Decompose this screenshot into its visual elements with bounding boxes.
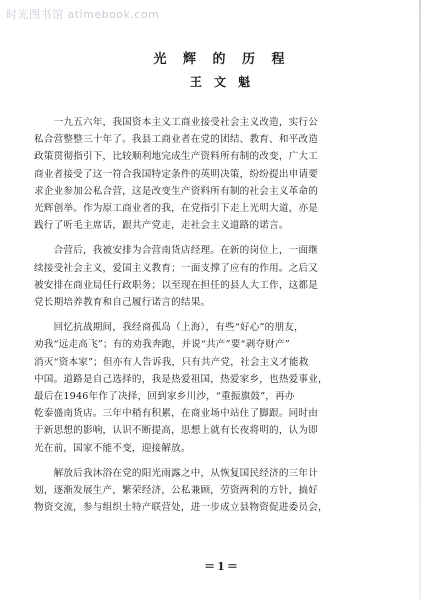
text-line: 物资交流，参与组织土特产联营处，进一步成立县物资促进委员会，: [34, 502, 328, 514]
text-line: 党长期培养教育和自己履行诺言的结果。: [34, 297, 211, 309]
text-line: 求企业参加公私合营，这是改变生产资料所有制的社会主义革命的: [34, 185, 319, 197]
document-page: [34, 30, 410, 586]
document-body: [34, 114, 410, 516]
text-line: 消灭“资本家”；但亦有人告诉我，只有共产党，社会主义才能救: [34, 356, 309, 368]
scan-edge: [419, 0, 421, 600]
page-number: ＝1＝: [204, 560, 240, 573]
watermark: 时光图书馆 atimebook.com: [6, 8, 160, 21]
text-line: 合营后，我被安排为合营南货店经理。在新的岗位上，一面继: [34, 245, 319, 257]
text-line: 劝我“远走高飞”；有的劝我奔跑，并说“共产”要“剥夺财产”: [34, 339, 290, 351]
text-line: 光在前，国家不能不变，迎接解放。: [34, 442, 191, 454]
text-line: 一九五六年，我国资本主义工商业接受社会主义改造，实行公: [34, 117, 319, 128]
text-line: 商业者接受了这一符合我国特定条件的英明决策，纷纷提出申请要: [34, 168, 319, 180]
paragraph-2: [34, 242, 410, 311]
text-line: 私合营整整三十年了。我县工商业者在党的团结、教育、和平改造: [34, 134, 319, 146]
text-line: 解放后我沐浴在党的阳光雨露之中，从恢复国民经济的三年计: [34, 467, 319, 479]
text-line: 践行了听毛主席话，跟共产党走，走社会主义道路的诺言。: [34, 220, 289, 232]
text-line: 划，逐渐发展生产，繁荣经济，公私兼顾，劳资两利的方针，搞好: [34, 485, 319, 497]
paragraph-1: [34, 114, 410, 234]
text-line: 回忆抗战期间，我经商孤岛（上海），有些“好心”的朋友，: [34, 322, 304, 334]
paragraph-4: [34, 465, 410, 517]
document-author: 王 文 魁: [189, 75, 255, 89]
text-line: 于新思想的影响，认识不断提高，思想上就有长夜将明的，认为即: [34, 425, 319, 437]
text-line: 乾泰盛南货店。三年中稍有积累，在商业场中站住了脚跟。同时由: [34, 408, 319, 420]
text-line: 被安排在商业局任行政职务；以至现在担任的县人大工作，这都是: [34, 279, 319, 291]
paragraph-3: [34, 319, 410, 457]
text-line: 中国。道路是自己选择的，我是热爱祖国，热爱家乡，也热爱事业，: [34, 373, 328, 385]
text-line: 最后在1946年作了决择，回到家乡川沙，“重振旗鼓”，再办: [34, 391, 295, 403]
text-line: 光辉创举。作为原工商业者的我，在党指引下走上光明大道，亦是: [34, 203, 319, 215]
text-line: 续接受社会主义，爱国主义教育；一面支撑了应有的作用。之后又: [34, 262, 319, 274]
text-line: 政策贯彻指引下，比较顺利地完成生产资料所有制的改变，广大工: [34, 151, 319, 163]
document-title: 光 辉 的 历 程: [153, 52, 291, 67]
